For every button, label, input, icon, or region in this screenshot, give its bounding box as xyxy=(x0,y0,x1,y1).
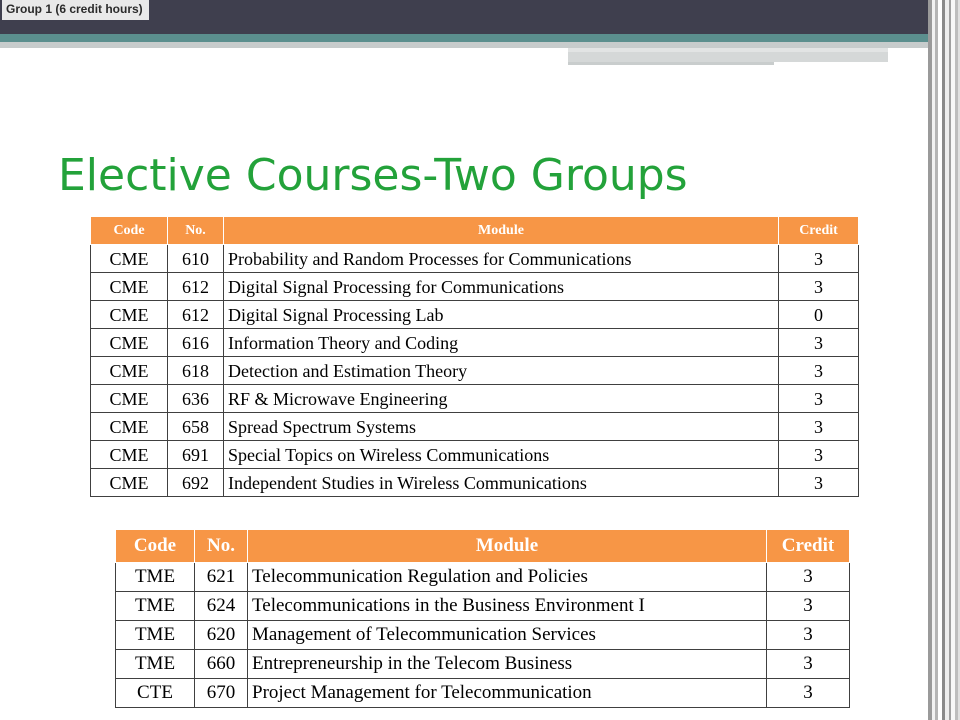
cell-code: CME xyxy=(91,413,168,441)
cell-credit: 3 xyxy=(779,469,859,497)
cell-code: TME xyxy=(116,592,195,621)
table-row xyxy=(116,563,850,592)
cell-number: 612 xyxy=(168,273,224,301)
decor-band xyxy=(568,62,774,65)
cell-credit: 3 xyxy=(779,413,859,441)
cell-module: Independent Studies in Wireless Communications xyxy=(224,469,779,497)
cell-module: Telecommunications in the Business Environment I xyxy=(248,592,767,621)
table-row xyxy=(91,441,859,469)
cell-credit: 3 xyxy=(767,592,850,621)
cell-credit: 3 xyxy=(767,679,850,708)
cell-number: 692 xyxy=(168,469,224,497)
cell-module: Management of Telecommunication Services xyxy=(248,621,767,650)
table-row xyxy=(91,357,859,385)
cell-number: 621 xyxy=(195,563,248,592)
table-row xyxy=(116,650,850,679)
cell-module: Detection and Estimation Theory xyxy=(224,357,779,385)
cell-credit: 3 xyxy=(767,650,850,679)
courses-table-group-1 xyxy=(90,216,859,497)
table-row xyxy=(91,301,859,329)
table-row xyxy=(116,592,850,621)
table-row xyxy=(91,273,859,301)
cell-module: RF & Microwave Engineering xyxy=(224,385,779,413)
cell-module: Digital Signal Processing for Communications xyxy=(224,273,779,301)
slide-title: Elective Courses-Two Groups xyxy=(58,150,688,201)
cell-code: TME xyxy=(116,621,195,650)
group-label: Group 1 (6 credit hours) xyxy=(2,0,149,20)
cell-code: CME xyxy=(91,301,168,329)
cell-code: CME xyxy=(91,469,168,497)
table-header-row xyxy=(116,530,850,563)
cell-credit: 3 xyxy=(779,385,859,413)
accent-band xyxy=(0,34,930,42)
table-row xyxy=(91,469,859,497)
table-row xyxy=(91,385,859,413)
cell-code: TME xyxy=(116,563,195,592)
cell-code: CME xyxy=(91,385,168,413)
cell-code: CTE xyxy=(116,679,195,708)
column-header-module: Module xyxy=(248,530,767,563)
cell-number: 618 xyxy=(168,357,224,385)
table-row xyxy=(91,245,859,273)
cell-credit: 3 xyxy=(779,329,859,357)
cell-code: CME xyxy=(91,245,168,273)
cell-number: 624 xyxy=(195,592,248,621)
cell-number: 691 xyxy=(168,441,224,469)
column-header-credit: Credit xyxy=(767,530,850,563)
cell-module: Special Topics on Wireless Communications xyxy=(224,441,779,469)
cell-module: Spread Spectrum Systems xyxy=(224,413,779,441)
column-header-no: No. xyxy=(195,530,248,563)
cell-code: CME xyxy=(91,273,168,301)
cell-module: Telecommunication Regulation and Policies xyxy=(248,563,767,592)
cell-module: Probability and Random Processes for Communications xyxy=(224,245,779,273)
cell-number: 658 xyxy=(168,413,224,441)
cell-number: 616 xyxy=(168,329,224,357)
courses-table-group-2 xyxy=(115,529,850,708)
cell-credit: 3 xyxy=(779,441,859,469)
cell-code: CME xyxy=(91,329,168,357)
decor-stripes xyxy=(928,0,960,720)
cell-credit: 3 xyxy=(767,563,850,592)
cell-module: Project Management for Telecommunication xyxy=(248,679,767,708)
cell-number: 620 xyxy=(195,621,248,650)
decor-band xyxy=(568,52,888,62)
column-header-code: Code xyxy=(91,217,168,245)
column-header-code: Code xyxy=(116,530,195,563)
cell-number: 670 xyxy=(195,679,248,708)
cell-number: 636 xyxy=(168,385,224,413)
table-row xyxy=(91,413,859,441)
table-row xyxy=(116,621,850,650)
cell-credit: 3 xyxy=(779,273,859,301)
cell-credit: 3 xyxy=(767,621,850,650)
column-header-credit: Credit xyxy=(779,217,859,245)
cell-module: Information Theory and Coding xyxy=(224,329,779,357)
cell-number: 612 xyxy=(168,301,224,329)
cell-credit: 3 xyxy=(779,245,859,273)
table-row xyxy=(116,679,850,708)
cell-number: 660 xyxy=(195,650,248,679)
table-header-row xyxy=(91,217,859,245)
cell-module: Entrepreneurship in the Telecom Business xyxy=(248,650,767,679)
column-header-no: No. xyxy=(168,217,224,245)
cell-module: Digital Signal Processing Lab xyxy=(224,301,779,329)
cell-code: CME xyxy=(91,441,168,469)
cell-code: TME xyxy=(116,650,195,679)
cell-number: 610 xyxy=(168,245,224,273)
table-row xyxy=(91,329,859,357)
cell-credit: 0 xyxy=(779,301,859,329)
cell-code: CME xyxy=(91,357,168,385)
cell-credit: 3 xyxy=(779,357,859,385)
column-header-module: Module xyxy=(224,217,779,245)
